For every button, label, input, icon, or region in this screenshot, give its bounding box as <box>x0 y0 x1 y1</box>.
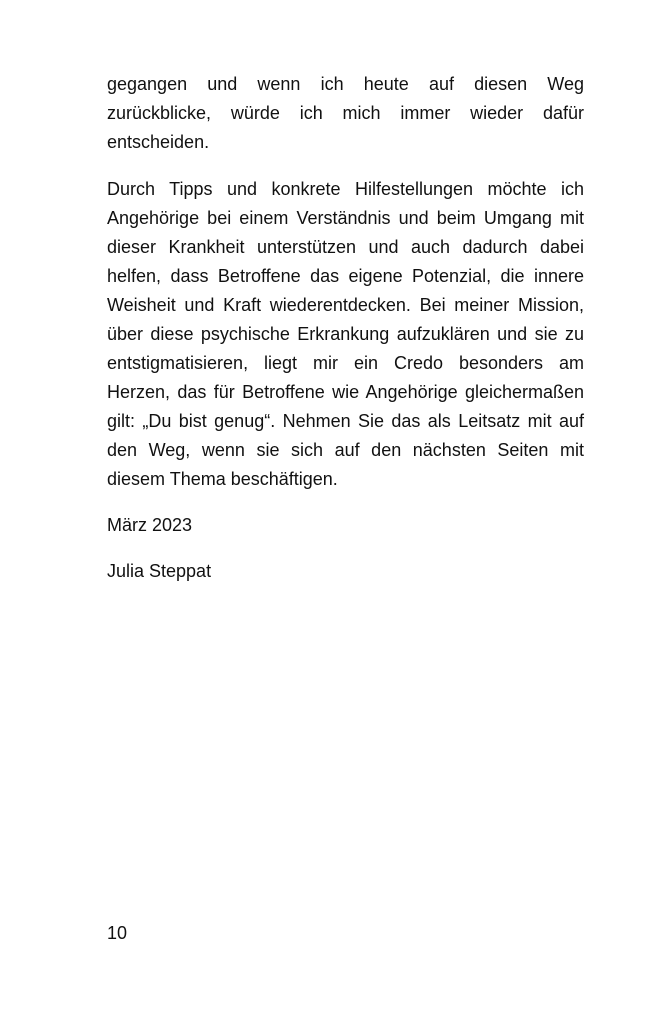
author-name: Julia Steppat <box>107 561 212 581</box>
body-paragraph <box>107 175 584 494</box>
paragraph-text: Durch Tipps und konkrete Hilfestellungen möchte ich Angehörige bei einem Verständnis und beim Umgang mit dieser Krankheit unterstützen und auch dadurch dabei helfen, dass Betroffene das eigene Potenzial, die innere Weisheit und Kraft wiederentdecken. Bei meiner Mission, über diese psychische Erkrankung aufzuklären und sie zu entstigmatisieren, liegt mir ein Credo besonders am Herzen, das für Betroffene wie Angehörige gleichermaßen gilt: „Du bist genug“. Nehmen Sie das als Leitsatz mit auf den Weg, wenn sie sich auf den nächsten Seiten mit diesem Thema beschäftigen. <box>107 179 584 489</box>
page-number: 10 <box>107 923 128 943</box>
body-paragraph <box>107 70 584 157</box>
author-signature <box>107 557 584 586</box>
date-line <box>107 511 584 540</box>
date-text: März 2023 <box>107 515 193 535</box>
paragraph-text: gegangen und wenn ich heute auf diesen Weg zurückblicke, würde ich mich immer wieder dafür entscheiden. <box>107 74 584 152</box>
